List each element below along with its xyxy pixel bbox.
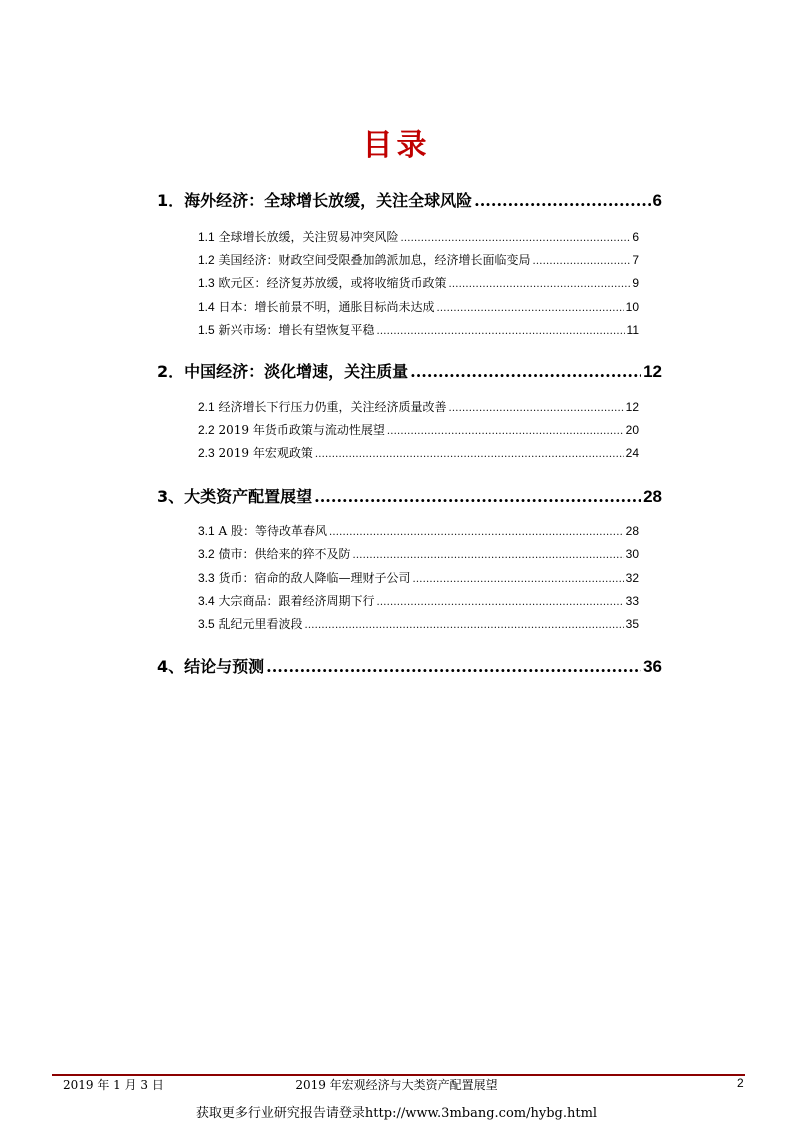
- subsection-page: 35: [625, 617, 639, 631]
- section-number: 2．: [157, 362, 185, 381]
- toc-section-2[interactable]: [157, 359, 662, 382]
- subsection-number: 2.3: [198, 446, 215, 460]
- subsection-number: 1.5: [198, 323, 215, 337]
- footer-doc-title: 2019 年宏观经济与大类资产配置展望: [295, 1078, 498, 1092]
- subsection-label: 美国经济：财政空间受限叠加鸽派加息，经济增长面临变局: [218, 253, 531, 267]
- subsection-number: 3.5: [198, 617, 215, 631]
- subsection-label: 乱纪元里看波段: [218, 617, 303, 631]
- leader-dots: [533, 256, 631, 267]
- leader-dots: [401, 233, 631, 244]
- leader-dots: [315, 449, 624, 460]
- section-number: 4、: [157, 657, 185, 676]
- subsection-label: 新兴市场：增长有望恢复平稳: [218, 323, 375, 337]
- leader-dots: [314, 487, 641, 506]
- subsection-page: 20: [625, 423, 639, 437]
- subsection-label: 欧元区：经济复苏放缓，或将收缩货币政策: [218, 276, 447, 290]
- toc-subsection-1-1[interactable]: [198, 228, 639, 245]
- footer-date: 2019 年 1 月 3 日: [63, 1078, 164, 1092]
- subsection-page: 7: [632, 253, 639, 267]
- leader-dots: [266, 657, 641, 676]
- leader-dots: [377, 597, 624, 608]
- toc-subsection-2-3[interactable]: [198, 444, 639, 461]
- toc-section-1[interactable]: [157, 188, 662, 211]
- toc-subsection-1-4[interactable]: [198, 298, 639, 315]
- subsection-page: 28: [625, 524, 639, 538]
- toc-subsection-3-2[interactable]: [198, 545, 639, 562]
- section-label: 海外经济：全球增长放缓，关注全球风险: [184, 191, 473, 210]
- section-number: 3、: [157, 487, 185, 506]
- toc-subsection-1-2[interactable]: [198, 251, 639, 268]
- toc-subsection-1-3[interactable]: [198, 274, 639, 291]
- leader-dots: [449, 403, 624, 414]
- section-number: 1．: [157, 191, 185, 210]
- subsection-number: 2.1: [198, 400, 215, 414]
- leader-dots: [353, 550, 624, 561]
- toc-subsection-2-2[interactable]: [198, 421, 639, 438]
- subsection-label: 2019 年宏观政策: [218, 446, 313, 460]
- subsection-number: 3.4: [198, 594, 215, 608]
- toc-subsection-3-5[interactable]: [198, 615, 639, 632]
- subsection-page: 12: [625, 400, 639, 414]
- footer-page-number: 2: [737, 1076, 744, 1090]
- leader-dots: [410, 362, 641, 381]
- subsection-page: 32: [625, 571, 639, 585]
- toc-subsection-3-4[interactable]: [198, 592, 639, 609]
- leader-dots: [413, 574, 624, 585]
- footer-promo-link[interactable]: 获取更多行业研究报告请登录http://www.3mbang.com/hybg.html: [195, 1106, 598, 1121]
- section-label: 结论与预测: [184, 657, 265, 676]
- subsection-label: 货币：宿命的敌人降临—理财子公司: [218, 571, 411, 585]
- toc-title: 目录: [362, 128, 431, 163]
- subsection-page: 24: [625, 446, 639, 460]
- leader-dots: [305, 620, 624, 631]
- subsection-number: 1.2: [198, 253, 215, 267]
- subsection-number: 1.1: [198, 230, 215, 244]
- section-page: 6: [652, 191, 662, 210]
- leader-dots: [377, 326, 625, 337]
- subsection-label: A 股：等待改革春风: [218, 524, 327, 538]
- subsection-label: 日本：增长前景不明，通胀目标尚未达成: [218, 300, 435, 314]
- subsection-label: 经济增长下行压力仍重，关注经济质量改善: [218, 400, 447, 414]
- toc-subsection-3-3[interactable]: [198, 569, 639, 586]
- subsection-label: 全球增长放缓，关注贸易冲突风险: [218, 230, 399, 244]
- leader-dots: [474, 191, 650, 210]
- subsection-number: 3.2: [198, 547, 215, 561]
- leader-dots: [329, 527, 624, 538]
- leader-dots: [387, 426, 624, 437]
- toc-subsection-2-1[interactable]: [198, 398, 639, 415]
- toc-subsection-3-1[interactable]: [198, 522, 639, 539]
- leader-dots: [449, 279, 631, 290]
- subsection-page: 10: [625, 300, 639, 314]
- subsection-page: 9: [632, 276, 639, 290]
- subsection-number: 2.2: [198, 423, 215, 437]
- subsection-label: 2019 年货币政策与流动性展望: [218, 423, 385, 437]
- section-page: 28: [643, 487, 662, 506]
- subsection-page: 33: [625, 594, 639, 608]
- section-label: 中国经济：淡化增速，关注质量: [184, 362, 409, 381]
- toc-section-4[interactable]: [157, 654, 662, 677]
- section-label: 大类资产配置展望: [184, 487, 313, 506]
- subsection-number: 1.4: [198, 300, 215, 314]
- section-page: 12: [643, 362, 662, 381]
- subsection-page: 11: [626, 323, 639, 337]
- leader-dots: [437, 303, 624, 314]
- toc-subsection-1-5[interactable]: [198, 321, 639, 338]
- subsection-page: 30: [625, 547, 639, 561]
- subsection-page: 6: [632, 230, 639, 244]
- subsection-label: 大宗商品：跟着经济周期下行: [218, 594, 375, 608]
- section-page: 36: [643, 657, 662, 676]
- subsection-number: 3.1: [198, 524, 215, 538]
- subsection-number: 3.3: [198, 571, 215, 585]
- subsection-number: 1.3: [198, 276, 215, 290]
- subsection-label: 债市：供给来的猝不及防: [218, 547, 351, 561]
- toc-section-3[interactable]: [157, 484, 662, 507]
